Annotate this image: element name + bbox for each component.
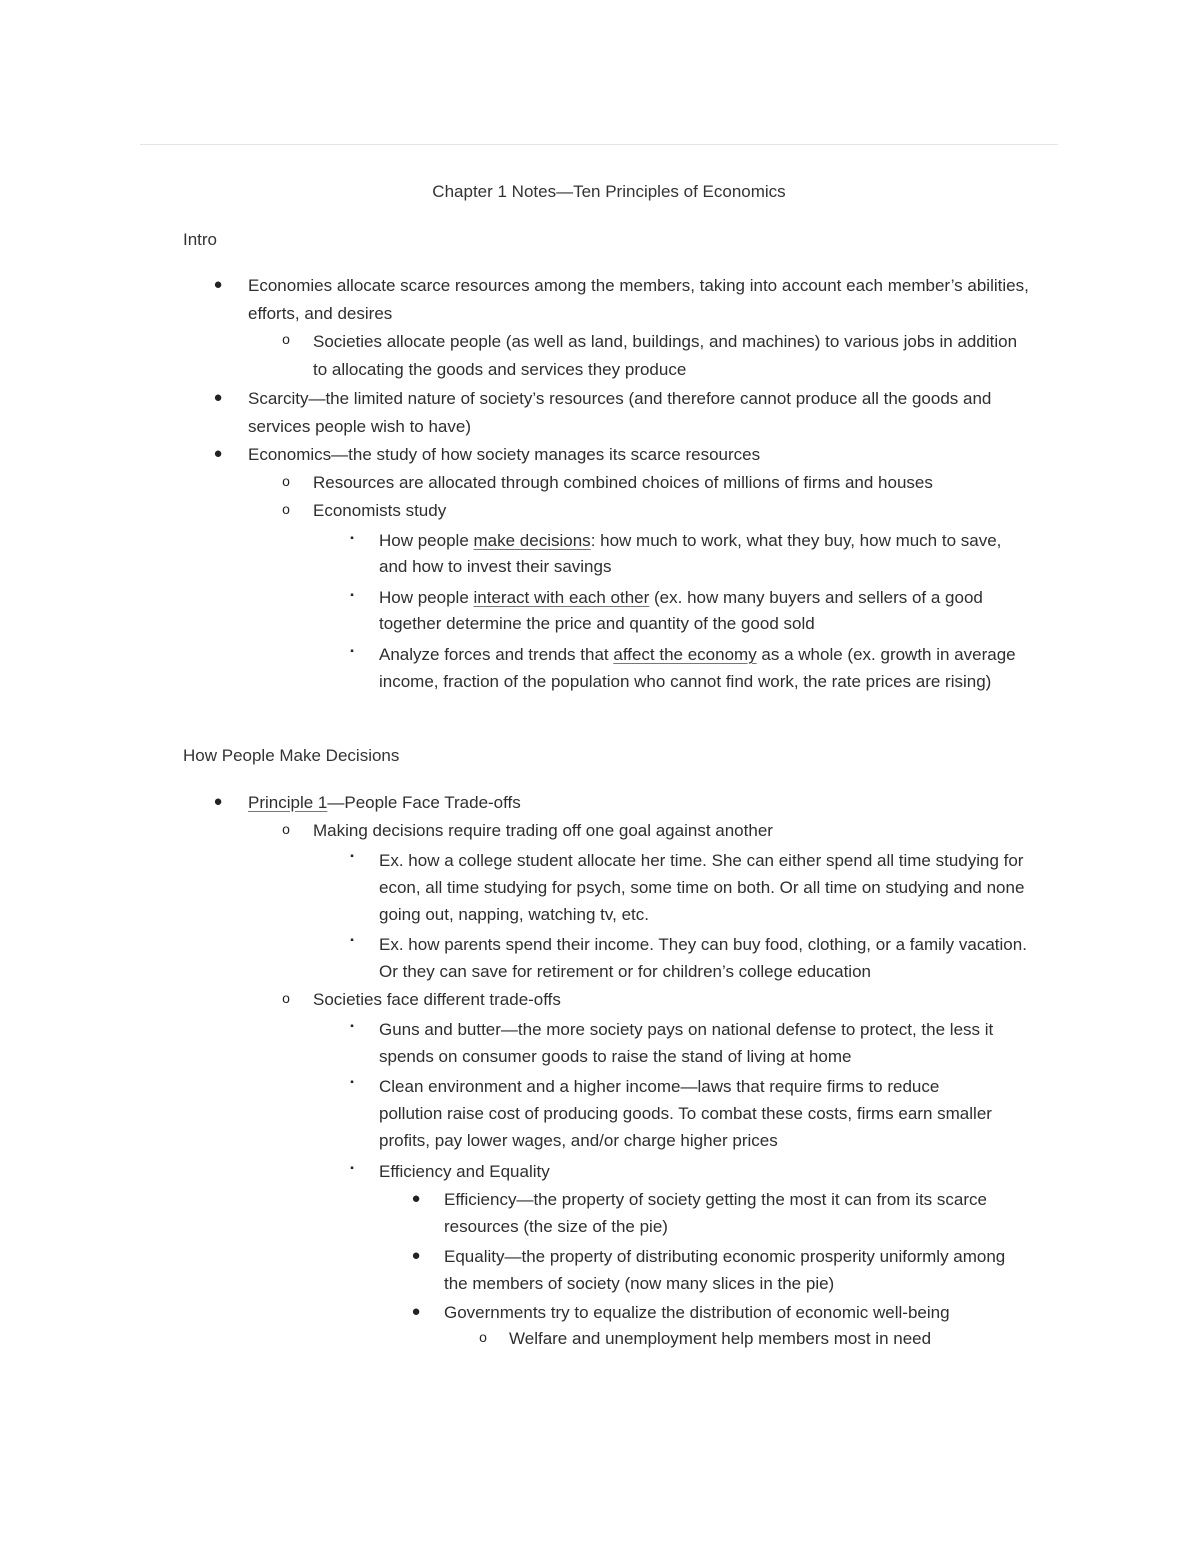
bullet-square-icon: ▪ xyxy=(350,1077,354,1088)
list-item: Guns and butter—the more society pays on national defense to protect, the less it spends on consumer goods to raise the stand of living at home xyxy=(379,1020,994,1066)
bullet-square-icon: ▪ xyxy=(350,935,354,946)
list-item: Making decisions require trading off one goal against another xyxy=(313,821,773,840)
list-item: Principle 1—People Face Trade-offs xyxy=(248,793,521,812)
underlined-term: Principle 1 xyxy=(248,793,328,812)
list-item: Clean environment and a higher income—laws that require firms to reduce pollution raise cost of producing goods. To combat these costs, firms earn smaller profits, pay lower wages, and/or charge higher prices xyxy=(379,1077,992,1150)
bullet-square-icon: ▪ xyxy=(350,1163,354,1174)
bullet-square-icon: ▪ xyxy=(350,1021,354,1032)
list-item: Economies allocate scarce resources among the members, taking into account each member’s abilities, efforts, and desires xyxy=(248,276,1029,323)
document-title: Chapter 1 Notes—Ten Principles of Economics xyxy=(432,182,786,201)
bullet-square-icon: ▪ xyxy=(350,646,354,657)
list-item: Efficiency—the property of society getting the most it can from its scarce resources (the size of the pie) xyxy=(444,1190,987,1236)
bullet-disc-icon: ● xyxy=(213,276,223,293)
list-item: Equality—the property of distributing economic prosperity uniformly among the members of society (now many slices in the pie) xyxy=(444,1247,1006,1293)
header-rule xyxy=(140,144,1058,145)
list-item: Efficiency and Equality xyxy=(379,1162,550,1181)
list-item: Economists study xyxy=(313,501,447,520)
bullet-disc-icon: ● xyxy=(411,1247,421,1264)
bullet-circle-icon: o xyxy=(282,990,290,1006)
bullet-circle-icon: o xyxy=(282,501,290,517)
list-item: Welfare and unemployment help members most in need xyxy=(509,1329,932,1348)
bullet-disc-icon: ● xyxy=(213,793,223,810)
section-heading-intro: Intro xyxy=(183,230,218,249)
bullet-circle-icon: o xyxy=(282,821,290,837)
list-item: Resources are allocated through combined choices of millions of firms and houses xyxy=(313,473,933,492)
list-item: Societies allocate people (as well as land, buildings, and machines) to various jobs in addition to allocating the goods and services they produce xyxy=(313,332,1018,379)
section-heading-decisions: How People Make Decisions xyxy=(183,746,400,765)
list-item: Ex. how a college student allocate her time. She can either spend all time studying for econ, all time studying for psych, some time on both. Or all time on studying and none going out, napping, watching tv, etc. xyxy=(379,851,1025,924)
bullet-square-icon: ▪ xyxy=(350,851,354,862)
underlined-term: affect the economy xyxy=(613,645,757,664)
bullet-circle-icon: o xyxy=(282,331,290,347)
list-item: How people interact with each other (ex. how many buyers and sellers of a good together determine the price and quantity of the good sold xyxy=(379,588,983,633)
bullet-circle-icon: o xyxy=(282,473,290,489)
bullet-disc-icon: ● xyxy=(411,1190,421,1207)
bullet-disc-icon: ● xyxy=(411,1303,421,1320)
list-item: Analyze forces and trends that affect the economy as a whole (ex. growth in average income, fraction of the population who cannot find work, the rate prices are rising) xyxy=(379,645,1016,691)
list-item: Societies face different trade-offs xyxy=(313,990,561,1009)
bullet-disc-icon: ● xyxy=(213,445,223,462)
list-item: Ex. how parents spend their income. They can buy food, clothing, or a family vacation. Or they can save for retirement or for children’s college education xyxy=(379,935,1027,981)
bullet-circle-icon: o xyxy=(479,1329,487,1345)
underlined-term: interact with each other xyxy=(473,588,650,607)
bullet-square-icon: ▪ xyxy=(350,590,354,601)
list-item: How people make decisions: how much to work, what they buy, how much to save, and how to invest their savings xyxy=(379,531,1002,576)
list-item: Economics—the study of how society manages its scarce resources xyxy=(248,445,761,464)
list-item: Governments try to equalize the distribution of economic well-being xyxy=(444,1303,950,1322)
bullet-square-icon: ▪ xyxy=(350,533,354,544)
underlined-term: make decisions xyxy=(473,531,591,550)
list-item: Scarcity—the limited nature of society’s resources (and therefore cannot produce all the goods and services people wish to have) xyxy=(248,389,992,436)
bullet-disc-icon: ● xyxy=(213,389,223,406)
